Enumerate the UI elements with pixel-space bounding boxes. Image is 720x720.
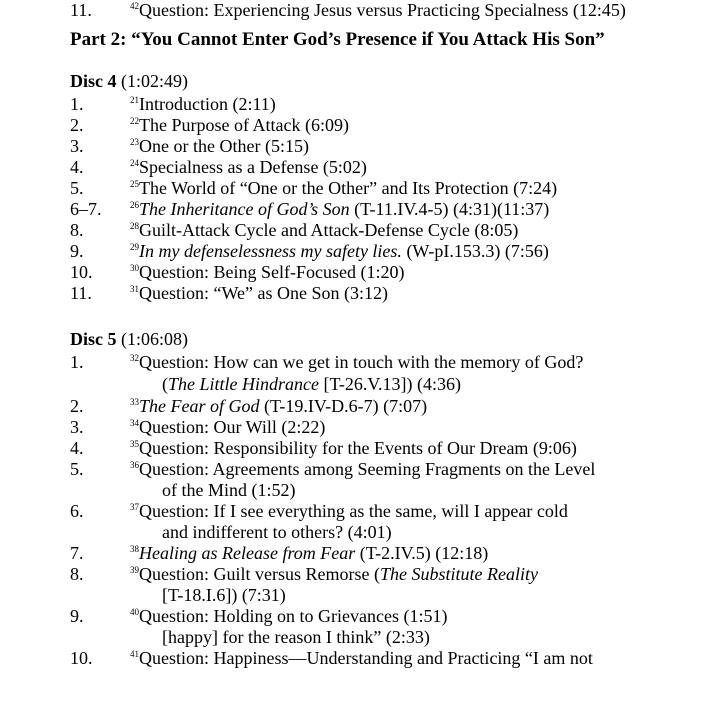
track-superscript: 39: [130, 565, 139, 575]
track-title: [130, 262, 404, 283]
track-title: [130, 199, 549, 220]
track-title-text: Guilt-Attack Cycle and Attack-Defense Cycle (8:05): [139, 220, 519, 240]
disc-heading: [70, 70, 188, 92]
track-number: 6.: [70, 501, 84, 521]
track-title-text: Question: Agreements among Seeming Fragments on the Level: [139, 459, 596, 479]
track-number: 7.: [70, 543, 84, 563]
track-number: 1.: [70, 94, 84, 114]
track-title-text: Question: Holding on to Grievances (1:51): [139, 606, 448, 626]
track-title-text: (W-pI.153.3) (7:56): [401, 241, 549, 261]
track-title-text: Question: Being Self-Focused (1:20): [139, 262, 405, 282]
track-title: [130, 283, 388, 304]
track-superscript: 35: [130, 439, 139, 449]
track-title-text: (T-11.IV.4-5) (4:31)(11:37): [349, 199, 550, 219]
track-title: [130, 0, 626, 21]
track-continuation-text: [162, 585, 286, 606]
page-title: Part 2: “You Cannot Enter God’s Presence if You Attack His Son”: [70, 29, 605, 50]
track-title: [130, 459, 595, 480]
track-title-text: Question: Happiness—Understanding and Practicing “I am not: [139, 648, 593, 668]
track-superscript: 40: [130, 607, 139, 617]
track-continuation-text: [162, 374, 461, 395]
track-number: 6–7.: [70, 199, 102, 219]
track-superscript: 21: [130, 95, 139, 105]
track-superscript: 28: [130, 221, 139, 231]
disc-duration: (1:02:49): [116, 71, 188, 91]
track-number: 9.: [70, 241, 84, 261]
track-title: [130, 178, 557, 199]
track-number: 8.: [70, 220, 84, 240]
track-number: 4.: [70, 438, 84, 458]
disc-duration: (1:06:08): [116, 329, 188, 349]
track-superscript: 22: [130, 116, 139, 126]
track-number: 2.: [70, 396, 84, 416]
track-superscript: 36: [130, 460, 139, 470]
track-number: 5.: [70, 178, 84, 198]
track-title-text: [T-26.V.13]) (4:36): [319, 374, 461, 394]
track-title-text: Question: Guilt versus Remorse (: [139, 564, 380, 584]
track-superscript: 32: [130, 353, 139, 363]
track-title: [130, 396, 427, 417]
track-number: 3.: [70, 136, 84, 156]
track-title: [130, 417, 325, 438]
track-superscript: 30: [130, 263, 139, 273]
track-title-italic: Healing as Release from Fear: [139, 543, 356, 563]
disc-heading: [70, 328, 188, 350]
track-title-italic: The Fear of God: [139, 396, 260, 416]
track-title: [130, 220, 518, 241]
track-title-text: (T-19.IV-D.6-7) (7:07): [259, 396, 428, 416]
track-number: 2.: [70, 115, 84, 135]
disc-label: Disc 4: [70, 71, 117, 91]
track-title: [130, 501, 568, 522]
track-title-text: The World of “One or the Other” and Its Protection (7:24): [139, 178, 558, 198]
disc-label: Disc 5: [70, 329, 117, 349]
track-title-text: Question: How can we get in touch with the memory of God?: [139, 352, 584, 372]
track-title-text: Question: If I see everything as the same, will I appear cold: [139, 501, 568, 521]
track-superscript: 41: [130, 649, 139, 659]
track-title-text: Introduction (2:11): [139, 94, 276, 114]
track-continuation-text: [162, 522, 392, 543]
track-title-text: One or the Other (5:15): [139, 136, 309, 156]
track-title-text: Specialness as a Defense (5:02): [139, 157, 367, 177]
track-title: [130, 352, 583, 373]
track-title-text: (: [162, 374, 168, 394]
track-superscript: 33: [130, 397, 139, 407]
track-title-text: [T-18.I.6]) (7:31): [162, 585, 286, 605]
track-number: 8.: [70, 564, 84, 584]
track-number: 1.: [70, 352, 84, 372]
track-superscript: 31: [130, 284, 139, 294]
track-superscript: 24: [130, 158, 139, 168]
track-superscript: 38: [130, 544, 139, 554]
track-title-italic: The Inheritance of God’s Son: [139, 199, 350, 219]
track-superscript: 23: [130, 137, 139, 147]
track-title-text: Question: Experiencing Jesus versus Practicing Specialness (12:45): [139, 0, 626, 20]
track-number: 10.: [70, 262, 93, 282]
track-number: 11.: [70, 0, 92, 20]
track-title: [130, 648, 593, 669]
track-title-text: [happy] for the reason I think” (2:33): [162, 627, 430, 647]
track-superscript: 29: [130, 242, 139, 252]
track-title-text: (T-2.IV.5) (12:18): [355, 543, 489, 563]
track-number: 4.: [70, 157, 84, 177]
track-number: 3.: [70, 417, 84, 437]
track-title-text: of the Mind (1:52): [162, 480, 296, 500]
track-title: [130, 564, 538, 585]
track-title: [130, 115, 349, 136]
track-superscript: 37: [130, 502, 139, 512]
track-superscript: 42: [130, 1, 139, 11]
track-superscript: 34: [130, 418, 139, 428]
track-number: 9.: [70, 606, 84, 626]
track-title-italic: The Substitute Reality: [379, 564, 538, 584]
track-number: 10.: [70, 648, 93, 668]
track-title-italic: The Little Hindrance: [168, 374, 319, 394]
track-title-text: Question: Responsibility for the Events of Our Dream (9:06): [139, 438, 577, 458]
track-title: [130, 94, 276, 115]
track-continuation-text: [162, 480, 295, 501]
track-superscript: 25: [130, 179, 139, 189]
track-title: [130, 241, 549, 262]
track-continuation-text: [162, 627, 430, 648]
track-title-italic: In my defenselessness my safety lies.: [139, 241, 402, 261]
track-title-text: The Purpose of Attack (6:09): [139, 115, 349, 135]
track-superscript: 26: [130, 200, 139, 210]
track-number: 5.: [70, 459, 84, 479]
track-title: [130, 438, 577, 459]
track-title: [130, 606, 447, 627]
track-title: [130, 157, 367, 178]
track-title-text: Question: “We” as One Son (3:12): [139, 283, 388, 303]
track-number: 11.: [70, 283, 92, 303]
track-title: [130, 543, 488, 564]
track-title-text: Question: Our Will (2:22): [139, 417, 326, 437]
track-title-text: and indifferent to others? (4:01): [162, 522, 392, 542]
track-title: [130, 136, 309, 157]
